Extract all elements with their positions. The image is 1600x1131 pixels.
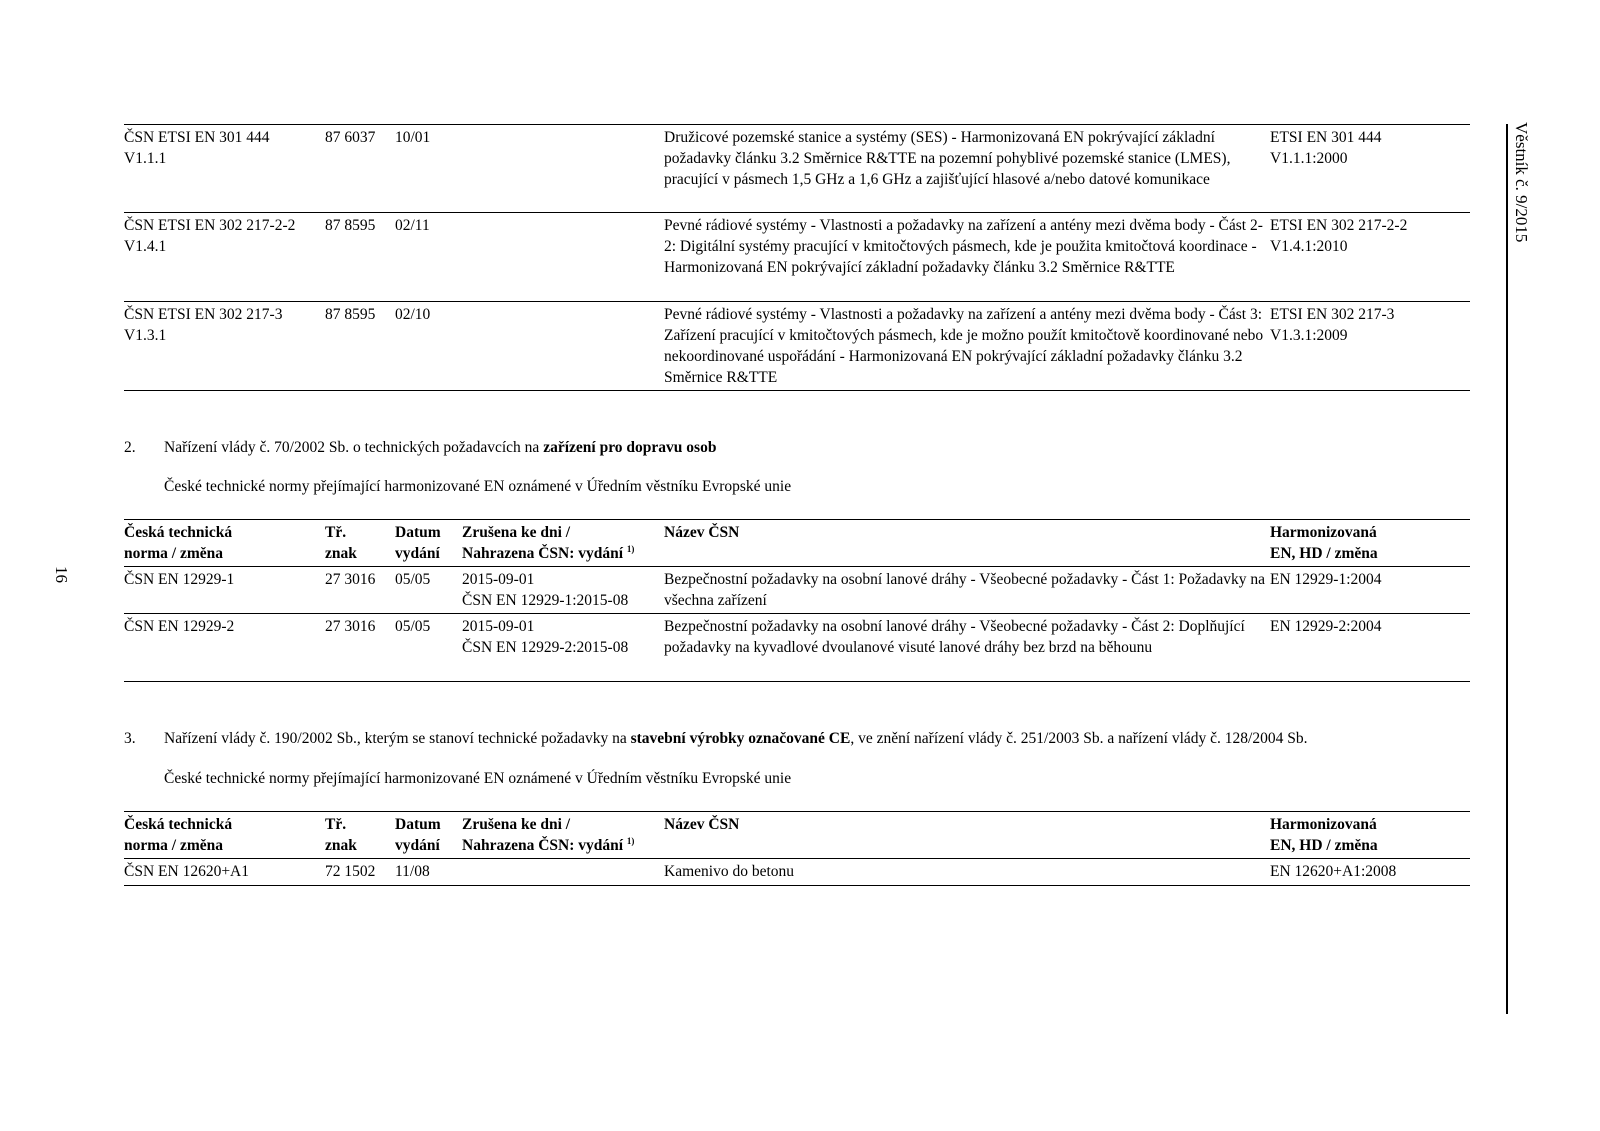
title-cell: Bezpečnostní požadavky na osobní lanové dráhy - Všeobecné požadavky - Část 1: Požadavky na všechna zařízení xyxy=(664,567,1270,614)
norm-cell: ČSN EN 12929-2 xyxy=(124,614,325,682)
section-title-text: Nařízení vlády č. 70/2002 Sb. o technických požadavcích na xyxy=(164,439,544,456)
table-row xyxy=(124,125,1470,213)
section-2-subtitle: České technické normy přejímající harmonizované EN oznámené v Úředním věstníku Evropské unie xyxy=(164,478,792,495)
header-issue-date: Datum vydání xyxy=(395,520,462,567)
section-title-bold: zařízení pro dopravu osob xyxy=(543,439,717,456)
footnote-mark: 1) xyxy=(626,543,635,554)
withdrawn-cell xyxy=(462,213,664,302)
class-code-cell: 72 1502 xyxy=(325,859,395,886)
harmonized-cell: EN 12929-1:2004 xyxy=(1270,567,1470,614)
withdrawn-cell xyxy=(462,859,664,886)
table-row xyxy=(124,859,1470,886)
withdrawn-cell xyxy=(462,302,664,391)
header-title: Název ČSN xyxy=(664,520,1270,567)
footnote-mark: 1) xyxy=(626,835,635,846)
norm-cell: ČSN ETSI EN 301 444 V1.1.1 xyxy=(124,125,325,213)
issue-date-cell: 05/05 xyxy=(395,567,462,614)
section-title xyxy=(164,437,716,458)
header-withdrawn-label: Zrušena ke dni / Nahrazena ČSN: vydání xyxy=(462,524,624,562)
harmonized-cell: EN 12620+A1:2008 xyxy=(1270,859,1470,886)
standards-table-1 xyxy=(124,124,1470,391)
section-title-text: Nařízení vlády č. 190/2002 Sb., kterým se stanoví technické požadavky na xyxy=(164,730,631,747)
class-code-cell: 87 8595 xyxy=(325,302,395,391)
header-withdrawn-label: Zrušena ke dni / Nahrazena ČSN: vydání xyxy=(462,816,624,854)
header-harmonized: Harmonizovaná EN, HD / změna xyxy=(1270,812,1470,859)
table-row xyxy=(124,614,1470,682)
standards-table-2 xyxy=(124,519,1470,682)
table-row xyxy=(124,302,1470,391)
withdrawn-cell xyxy=(462,125,664,213)
title-cell: Pevné rádiové systémy - Vlastnosti a požadavky na zařízení a antény mezi dvěma body - Část 2-2: Digitální systémy pracující v kmitočtových pásmech, kde je použita kmitočtová koordinace - Harmonizovaná EN pokrývající základní požadavky článku 3.2 Směrnice R&TTE xyxy=(664,213,1270,302)
header-norm: Česká technická norma / změna xyxy=(124,812,325,859)
issue-date-cell: 11/08 xyxy=(395,859,462,886)
title-cell: Družicové pozemské stanice a systémy (SES) - Harmonizovaná EN pokrývající základní požadavky článku 3.2 Směrnice R&TTE na pozemní pohyblivé pozemské stanice (LMES), pracující v pásmech 1,5 GHz a 1,6 GHz a zajišťující hlasové a/nebo datové komunikace xyxy=(664,125,1270,213)
norm-cell: ČSN EN 12620+A1 xyxy=(124,859,325,886)
header-class-code: Tř. znak xyxy=(325,812,395,859)
class-code-cell: 27 3016 xyxy=(325,614,395,682)
norm-cell: ČSN EN 12929-1 xyxy=(124,567,325,614)
class-code-cell: 87 6037 xyxy=(325,125,395,213)
header-issue-date: Datum vydání xyxy=(395,812,462,859)
harmonized-cell: ETSI EN 302 217-2-2 V1.4.1:2010 xyxy=(1270,213,1470,302)
header-norm: Česká technická norma / změna xyxy=(124,520,325,567)
issue-date-cell: 02/11 xyxy=(395,213,462,302)
title-cell: Kamenivo do betonu xyxy=(664,859,1270,886)
section-title-bold: stavební výrobky označované CE xyxy=(630,730,851,747)
page-margin-rule xyxy=(1506,124,1508,1014)
table-row xyxy=(124,213,1470,302)
title-cell: Pevné rádiové systémy - Vlastnosti a požadavky na zařízení a antény mezi dvěma body - Část 3: Zařízení pracující v kmitočtových pásmech, kde je možno použít kmitočtově koordinované nebo nekoordinované uspořádání - Harmonizovaná EN pokrývající základní požadavky článku 3.2 Směrnice R&TTE xyxy=(664,302,1270,391)
withdrawn-cell: 2015-09-01 ČSN EN 12929-2:2015-08 xyxy=(462,614,664,682)
withdrawn-cell: 2015-09-01 ČSN EN 12929-1:2015-08 xyxy=(462,567,664,614)
class-code-cell: 27 3016 xyxy=(325,567,395,614)
header-class-code: Tř. znak xyxy=(325,520,395,567)
class-code-cell: 87 8595 xyxy=(325,213,395,302)
section-title-tail: , ve znění nařízení vlády č. 251/2003 Sb. a nařízení vlády č. 128/2004 Sb. xyxy=(850,730,1308,747)
header-withdrawn xyxy=(462,520,664,567)
table-header-row xyxy=(124,812,1470,859)
issue-date-cell: 02/10 xyxy=(395,302,462,391)
standards-table-3 xyxy=(124,811,1470,886)
section-title xyxy=(164,728,1307,749)
table-header-row xyxy=(124,520,1470,567)
section-number: 3. xyxy=(124,730,136,747)
bulletin-header: Věstník č. 9/2015 xyxy=(1512,122,1531,243)
header-title: Název ČSN xyxy=(664,812,1270,859)
harmonized-cell: ETSI EN 301 444 V1.1.1:2000 xyxy=(1270,125,1470,213)
issue-date-cell: 05/05 xyxy=(395,614,462,682)
section-3-subtitle: České technické normy přejímající harmonizované EN oznámené v Úředním věstníku Evropské unie xyxy=(164,770,792,787)
harmonized-cell: ETSI EN 302 217-3 V1.3.1:2009 xyxy=(1270,302,1470,391)
section-number: 2. xyxy=(124,439,136,456)
header-withdrawn xyxy=(462,812,664,859)
norm-cell: ČSN ETSI EN 302 217-3 V1.3.1 xyxy=(124,302,325,391)
norm-cell: ČSN ETSI EN 302 217-2-2 V1.4.1 xyxy=(124,213,325,302)
header-harmonized: Harmonizovaná EN, HD / změna xyxy=(1270,520,1470,567)
table-row xyxy=(124,567,1470,614)
page-number: 16 xyxy=(52,566,71,583)
harmonized-cell: EN 12929-2:2004 xyxy=(1270,614,1470,682)
title-cell: Bezpečnostní požadavky na osobní lanové dráhy - Všeobecné požadavky - Část 2: Doplňující požadavky na kyvadlové dvoulanové visuté lanové dráhy bez brzd na běhounu xyxy=(664,614,1270,682)
issue-date-cell: 10/01 xyxy=(395,125,462,213)
